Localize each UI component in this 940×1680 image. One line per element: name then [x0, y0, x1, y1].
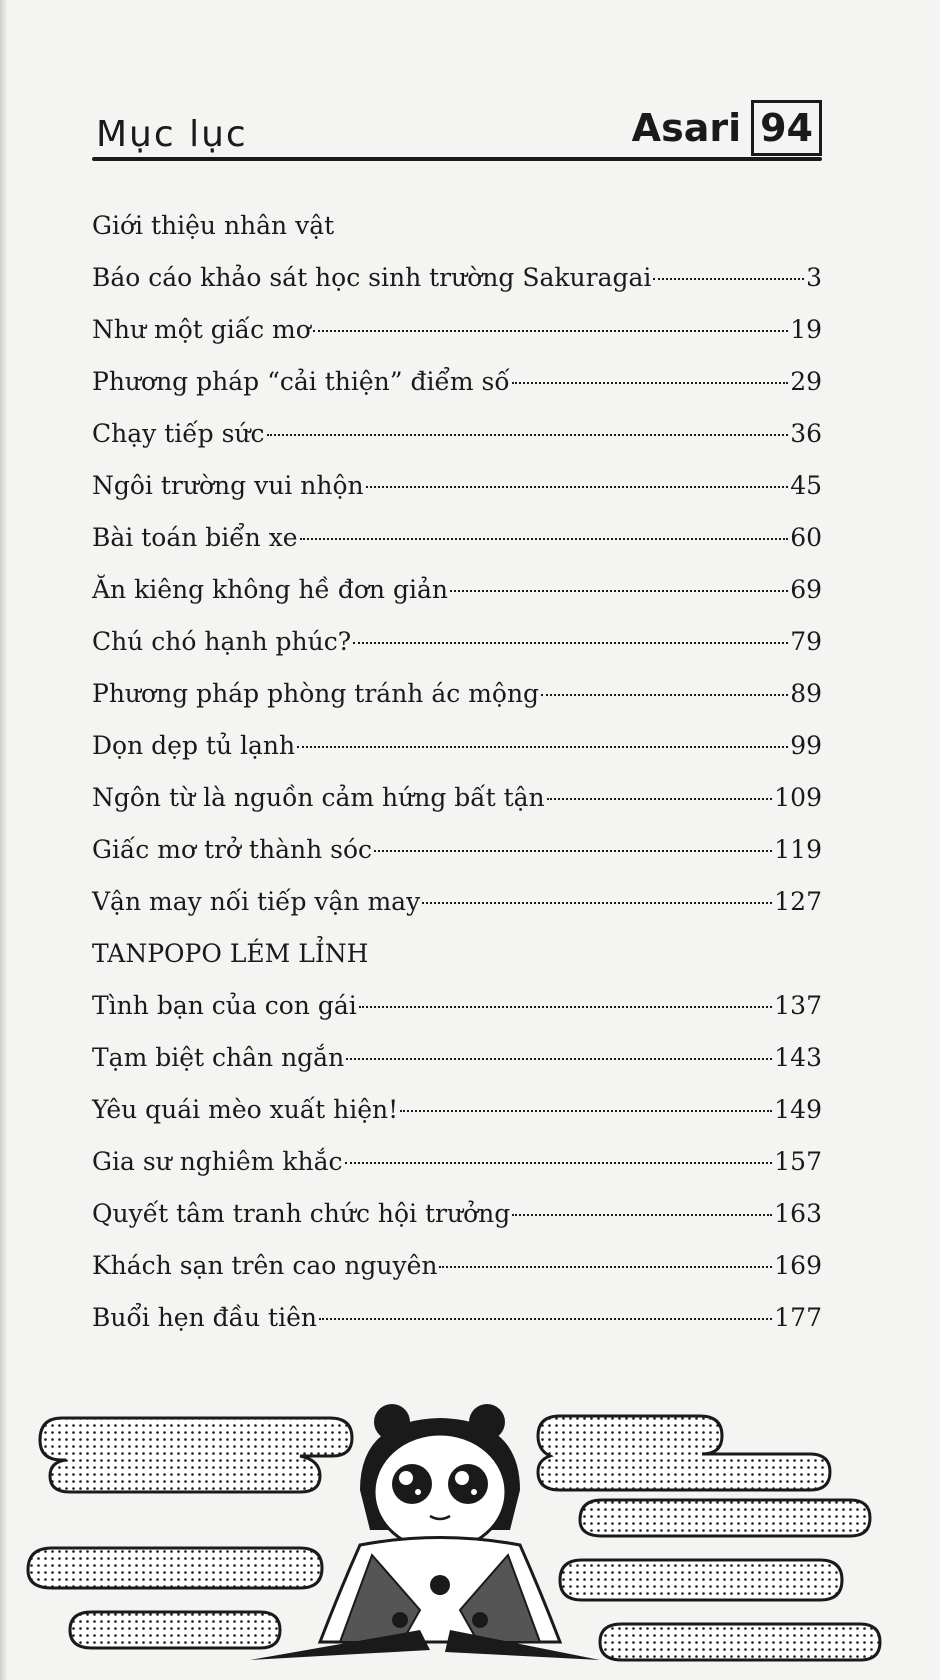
- dot-leader: [374, 850, 772, 852]
- dot-leader: [345, 1162, 773, 1164]
- page-header: [92, 100, 822, 160]
- toc-entry: [92, 720, 822, 772]
- toc-entry-title: Ăn kiêng không hề đơn giản: [92, 575, 448, 604]
- dot-leader: [450, 590, 788, 592]
- dot-leader: [400, 1110, 772, 1112]
- dot-leader: [541, 694, 788, 696]
- dot-leader: [353, 642, 788, 644]
- dot-leader: [297, 746, 788, 748]
- toc-entry-page: 45: [790, 471, 822, 500]
- toc-entry: [92, 1240, 822, 1292]
- toc-entry-title: Ngôi trường vui nhộn: [92, 471, 364, 500]
- cloud-right: [538, 1416, 880, 1660]
- dot-leader: [439, 1266, 772, 1268]
- toc-entry-title: Giấc mơ trở thành sóc: [92, 835, 373, 864]
- toc-entry: [92, 668, 822, 720]
- toc-entry: [92, 408, 822, 460]
- toc-entry-page: 177: [774, 1303, 822, 1332]
- toc-entry: [92, 512, 822, 564]
- chibi-girl-illustration: [0, 1380, 940, 1680]
- toc-entry-page: 69: [790, 575, 822, 604]
- toc-entry: [92, 356, 822, 408]
- dot-leader: [267, 434, 789, 436]
- toc-entry-title: Bài toán biển xe: [92, 523, 298, 552]
- toc-entry-page: 169: [774, 1251, 822, 1280]
- cloud-left: [28, 1418, 352, 1648]
- toc-entry-title: Phương pháp “cải thiện” điểm số: [92, 367, 510, 396]
- dot-leader: [653, 278, 804, 280]
- table-of-contents: [92, 200, 822, 1344]
- toc-entry-title: Vận may nối tiếp vận may: [92, 887, 421, 916]
- toc-entry-page: 149: [774, 1095, 822, 1124]
- toc-entry: [92, 252, 822, 304]
- toc-entry: [92, 1292, 822, 1344]
- dot-leader: [366, 486, 789, 488]
- toc-entry-title: Buổi hẹn đầu tiên: [92, 1303, 317, 1332]
- toc-entry-title: Tình bạn của con gái: [92, 991, 357, 1020]
- toc-entry: [92, 876, 822, 928]
- dot-leader: [512, 382, 789, 384]
- toc-entry: [92, 824, 822, 876]
- toc-entry-page: 3: [806, 263, 822, 292]
- toc-entry-page: 143: [774, 1043, 822, 1072]
- dot-leader: [547, 798, 773, 800]
- toc-entry-title: Báo cáo khảo sát học sinh trường Sakuragai: [92, 263, 652, 292]
- page-title: Mục lục: [96, 114, 248, 155]
- toc-entry-page: 163: [774, 1199, 822, 1228]
- header-rule: [92, 157, 822, 161]
- toc-entry-page: 79: [790, 627, 822, 656]
- dot-leader: [300, 538, 789, 540]
- toc-entry: [92, 1032, 822, 1084]
- toc-entry-page: 137: [774, 991, 822, 1020]
- toc-entry-page: 119: [774, 835, 822, 864]
- series-brand: [632, 100, 822, 156]
- toc-entry-page: 99: [790, 731, 822, 760]
- toc-entry-title: Quyết tâm tranh chức hội trưởng: [92, 1199, 511, 1228]
- toc-entry-title: Khách sạn trên cao nguyên: [92, 1251, 438, 1280]
- toc-entry-title: Dọn dẹp tủ lạnh: [92, 731, 296, 760]
- toc-section-heading: Giới thiệu nhân vật: [92, 211, 335, 240]
- toc-entry: [92, 564, 822, 616]
- toc-entry-page: 157: [774, 1147, 822, 1176]
- toc-entry-page: 19: [790, 315, 822, 344]
- dot-leader: [512, 1214, 772, 1216]
- toc-entry-page: 109: [774, 783, 822, 812]
- toc-entry-title: Gia sư nghiêm khắc: [92, 1147, 343, 1176]
- toc-entry: [92, 304, 822, 356]
- toc-entry-title: Ngôn từ là nguồn cảm hứng bất tận: [92, 783, 545, 812]
- dot-leader: [346, 1058, 772, 1060]
- toc-entry: [92, 616, 822, 668]
- dot-leader: [319, 1318, 772, 1320]
- toc-entry: [92, 980, 822, 1032]
- toc-entry-title: Như một giấc mơ: [92, 315, 311, 344]
- dot-leader: [359, 1006, 773, 1008]
- toc-entry-page: 60: [790, 523, 822, 552]
- series-name: Asari: [631, 106, 742, 150]
- dot-leader: [313, 330, 788, 332]
- toc-entry: [92, 1136, 822, 1188]
- toc-entry-title: Chú chó hạnh phúc?: [92, 627, 352, 656]
- toc-entry: [92, 1188, 822, 1240]
- dot-leader: [422, 902, 772, 904]
- toc-entry-page: 29: [790, 367, 822, 396]
- toc-section-heading: TANPOPO LÉM LỈNH: [92, 939, 369, 968]
- toc-entry-title: Chạy tiếp sức: [92, 419, 265, 448]
- toc-entry-page: 36: [790, 419, 822, 448]
- toc-entry: [92, 772, 822, 824]
- toc-entry: [92, 460, 822, 512]
- toc-entry-title: Tạm biệt chân ngắn: [92, 1043, 345, 1072]
- toc-entry-title: Phương pháp phòng tránh ác mộng: [92, 679, 540, 708]
- volume-number: 94: [751, 100, 822, 156]
- toc-entry: [92, 1084, 822, 1136]
- toc-entry-page: 89: [790, 679, 822, 708]
- toc-entry-title: Yêu quái mèo xuất hiện!: [92, 1095, 399, 1124]
- toc-entry-page: 127: [774, 887, 822, 916]
